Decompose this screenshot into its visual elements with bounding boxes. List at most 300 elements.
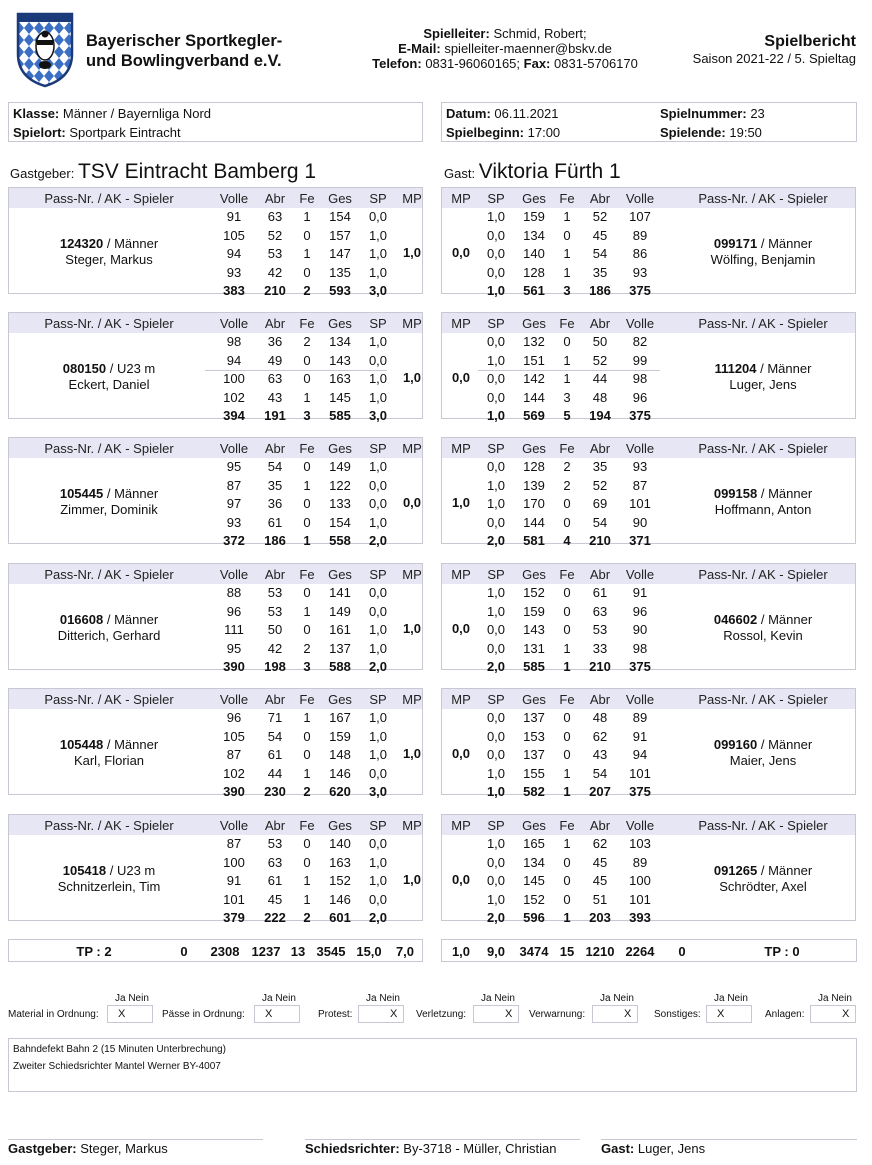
lane-1-volle: 107	[629, 209, 651, 224]
lane-4-sp: 1,0	[368, 389, 388, 405]
lane-2-sp: 1,0	[486, 352, 506, 368]
ende-label: Spielende:	[660, 125, 726, 140]
lane-2-fe: 0	[563, 227, 571, 243]
volle-column-header: Volle	[219, 567, 249, 582]
lane-2-volle: 96	[632, 603, 648, 619]
player-total-sp: 2,0	[368, 533, 388, 548]
lane-3-volle: 94	[632, 747, 648, 762]
lane-2-volle: 87	[632, 477, 648, 493]
player-total-ges: 582	[523, 784, 545, 799]
lane-3-abr: 69	[592, 496, 608, 511]
lane-4-volle: 98	[632, 640, 648, 656]
ges-column-header: Ges	[522, 818, 546, 833]
player-column-header: Pass-Nr. / AK - Spieler	[698, 316, 828, 331]
mp-column-header: MP	[402, 567, 422, 582]
check-box[interactable]	[254, 1005, 300, 1023]
nummer-value: 23	[750, 106, 765, 121]
ges-column-header: Ges	[328, 316, 352, 331]
lane-1-fe: 2	[563, 459, 571, 474]
player-total-fe: 1	[563, 784, 571, 799]
lane-4-ges: 137	[329, 640, 351, 656]
pass-number: 124320	[59, 236, 104, 251]
player-name: Hoffmann, Anton	[714, 502, 812, 517]
fe-column-header: Fe	[559, 692, 575, 707]
player-total-sp: 1,0	[486, 784, 506, 799]
fax-value: 0831-5706170	[554, 56, 638, 71]
player-info	[670, 236, 856, 268]
player-pass-line	[670, 863, 856, 879]
player-column-header: Pass-Nr. / AK - Spieler	[44, 567, 174, 582]
lane-3-abr: 61	[267, 747, 283, 762]
lane-4-sp: 0,0	[368, 891, 388, 907]
phone-label: Telefon:	[372, 56, 422, 71]
lane-3-volle: 90	[632, 622, 648, 637]
remark-line-1: Bahndefekt Bahn 2 (15 Minuten Unterbrechung)	[13, 1044, 226, 1055]
fe-column-header: Fe	[559, 567, 575, 582]
ja-nein-header: Ja Nein	[818, 993, 852, 1004]
lane-1-ges: 167	[329, 710, 351, 725]
match-points: 0,0	[451, 370, 471, 385]
column-header	[9, 564, 422, 584]
lane-2-ges: 163	[329, 854, 351, 870]
check-box[interactable]	[358, 1005, 404, 1023]
lane-3-ges: 145	[523, 873, 545, 888]
lane-3-abr: 53	[592, 622, 608, 637]
column-header	[442, 313, 855, 333]
lane-3-sp: 0,0	[368, 496, 388, 511]
lane-1-volle: 98	[226, 334, 242, 349]
player-info	[670, 737, 856, 769]
lane-1-fe: 1	[563, 209, 571, 224]
lane-4-volle: 101	[629, 765, 651, 781]
lane-3-fe: 0	[303, 496, 311, 511]
lane-1-abr: 50	[592, 334, 608, 349]
lane-4-fe: 1	[563, 765, 571, 781]
match-points: 1,0	[402, 621, 422, 636]
lane-3-fe: 0	[563, 622, 571, 637]
away-sign-value: Luger, Jens	[637, 1141, 706, 1156]
player-name: Steger, Markus	[65, 252, 153, 267]
fe-column-header: Fe	[559, 316, 575, 331]
spielort-label: Spielort:	[13, 125, 66, 140]
lane-2-ges: 159	[329, 728, 351, 744]
lane-2-abr: 52	[592, 477, 608, 493]
lane-3-volle: 98	[632, 371, 648, 386]
lane-2-sp: 1,0	[486, 603, 506, 619]
lane-2-volle: 105	[223, 728, 245, 744]
lane-2-fe: 0	[303, 352, 311, 368]
lane-4-sp: 0,0	[368, 765, 388, 781]
lane-2-abr: 35	[267, 477, 283, 493]
home-match-block	[8, 814, 423, 925]
datum-label: Datum:	[446, 106, 491, 121]
lane-2-volle: 99	[632, 352, 648, 368]
volle-column-header: Volle	[625, 818, 655, 833]
season: Saison 2021-22 / 5. Spieltag	[692, 51, 856, 66]
player-name: Eckert, Daniel	[68, 377, 150, 392]
lane-3-sp: 1,0	[368, 747, 388, 762]
lane-4-fe: 0	[303, 514, 311, 530]
datum-value: 06.11.2021	[494, 106, 559, 121]
lane-4-fe: 1	[563, 640, 571, 656]
lane-1-ges: 165	[523, 836, 545, 851]
lane-1-sp: 0,0	[368, 585, 388, 600]
player-total-fe: 1	[563, 910, 571, 925]
player-column-header: Pass-Nr. / AK - Spieler	[698, 692, 828, 707]
lane-3-fe: 1	[303, 246, 311, 261]
lane-1-volle: 82	[632, 334, 648, 349]
report-title: Spielbericht	[764, 33, 856, 50]
check-mark: X	[118, 1008, 126, 1020]
sp-column-header: SP	[369, 441, 387, 456]
lane-3-ges: 140	[523, 246, 545, 261]
mp-column-header: MP	[402, 191, 422, 206]
player-total-volle: 375	[629, 784, 651, 799]
sp-column-header: SP	[369, 818, 387, 833]
player-total-volle: 379	[223, 910, 245, 925]
ja-nein-header: Ja Nein	[115, 993, 149, 1004]
home-signature	[8, 1139, 263, 1156]
check-label: Pässe in Ordnung:	[162, 1009, 245, 1020]
match-points: 0,0	[451, 746, 471, 761]
lane-1-ges: 149	[329, 459, 351, 474]
lane-1-fe: 0	[563, 585, 571, 600]
player-total-ges: 620	[329, 784, 351, 799]
player-total-ges: 558	[329, 533, 351, 548]
ges-column-header: Ges	[328, 692, 352, 707]
lane-4-sp: 1,0	[486, 891, 506, 907]
volle-column-header: Volle	[219, 441, 249, 456]
lane-1-abr: 54	[267, 459, 283, 474]
home-sign-value: Steger, Markus	[80, 1141, 168, 1156]
lane-1-volle: 91	[226, 209, 242, 224]
home-total-fe: 13	[290, 944, 306, 959]
player-info	[670, 486, 856, 518]
player-total-fe: 3	[303, 408, 311, 423]
player-total-sp: 2,0	[368, 659, 388, 674]
ges-column-header: Ges	[522, 441, 546, 456]
fe-column-header: Fe	[299, 567, 315, 582]
age-class: / Männer	[103, 486, 159, 501]
home-total-abr: 1237	[251, 944, 281, 959]
lane-2-abr: 49	[267, 352, 283, 368]
check-box[interactable]	[592, 1005, 638, 1023]
match-points: 1,0	[402, 370, 422, 385]
player-total-sp: 1,0	[486, 408, 506, 423]
lane-2-ges: 151	[523, 352, 545, 368]
lane-4-abr: 43	[267, 389, 283, 405]
lane-1-volle: 88	[226, 585, 242, 600]
lane-4-volle: 95	[226, 640, 242, 656]
abr-column-header: Abr	[264, 316, 286, 331]
volle-column-header: Volle	[219, 316, 249, 331]
lane-2-fe: 0	[303, 728, 311, 744]
lane-4-volle: 102	[223, 765, 245, 781]
player-total-abr: 194	[589, 408, 611, 423]
player-total-ges: 581	[523, 533, 545, 548]
away-match-block	[441, 688, 856, 799]
home-total-volle: 2308	[210, 944, 240, 959]
lane-1-fe: 0	[563, 710, 571, 725]
lane-4-volle: 93	[226, 514, 242, 530]
lane-2-ges: 122	[329, 477, 351, 493]
player-name: Maier, Jens	[729, 753, 797, 768]
lane-2-volle: 105	[223, 227, 245, 243]
lane-3-abr: 54	[592, 246, 608, 261]
lane-4-fe: 1	[303, 891, 311, 907]
lane-1-volle: 89	[632, 710, 648, 725]
lane-4-fe: 1	[563, 264, 571, 280]
away-total-fe: 15	[559, 944, 575, 959]
age-class: / U23 m	[106, 863, 156, 878]
check-mark: X	[624, 1008, 632, 1020]
home-match-block	[8, 563, 423, 674]
age-class: / Männer	[757, 236, 813, 251]
lane-1-volle: 87	[226, 836, 242, 851]
lane-4-fe: 0	[563, 514, 571, 530]
volle-column-header: Volle	[625, 191, 655, 206]
home-total-ges: 3545	[316, 944, 346, 959]
ges-column-header: Ges	[522, 692, 546, 707]
ges-column-header: Ges	[522, 316, 546, 331]
lane-1-sp: 0,0	[368, 209, 388, 224]
sp-column-header: SP	[487, 692, 505, 707]
mp-column-header: MP	[451, 316, 471, 331]
abr-column-header: Abr	[589, 441, 611, 456]
lane-3-sp: 0,0	[486, 873, 506, 888]
pass-number: 016608	[59, 612, 104, 627]
abr-column-header: Abr	[589, 818, 611, 833]
lane-4-abr: 48	[592, 389, 608, 405]
lane-4-abr: 45	[267, 891, 283, 907]
pass-number: 080150	[62, 361, 107, 376]
fe-column-header: Fe	[299, 692, 315, 707]
lane-3-abr: 36	[267, 496, 283, 511]
lane-3-volle: 94	[226, 246, 242, 261]
lane-4-abr: 54	[592, 765, 608, 781]
lane-3-ges: 133	[329, 496, 351, 511]
fe-column-header: Fe	[299, 191, 315, 206]
abr-column-header: Abr	[589, 567, 611, 582]
lane-2-ges: 134	[523, 227, 545, 243]
abr-column-header: Abr	[589, 316, 611, 331]
check-label: Verwarnung:	[529, 1009, 586, 1020]
lane-1-ges: 152	[523, 585, 545, 600]
lane-4-sp: 1,0	[368, 264, 388, 280]
report-title-block	[693, 33, 856, 67]
player-total-sp: 3,0	[368, 784, 388, 799]
away-tp: TP : 0	[764, 944, 800, 959]
lane-2-abr: 53	[267, 603, 283, 619]
check-box[interactable]	[107, 1005, 153, 1023]
column-header	[442, 438, 855, 458]
player-column-header: Pass-Nr. / AK - Spieler	[698, 191, 828, 206]
lane-3-sp: 1,0	[368, 246, 388, 261]
lane-3-sp: 1,0	[486, 496, 506, 511]
lane-2-ges: 153	[523, 728, 545, 744]
home-total-sp: 15,0	[356, 944, 382, 959]
home-team-header	[10, 160, 316, 184]
player-total-abr: 203	[589, 910, 611, 925]
player-total-fe: 2	[303, 784, 311, 799]
check-label: Anlagen:	[765, 1009, 805, 1020]
lane-3-abr: 61	[267, 873, 283, 888]
player-total-fe: 5	[563, 408, 571, 423]
lane-2-fe: 0	[563, 728, 571, 744]
lane-4-ges: 145	[329, 389, 351, 405]
away-team-label: Gast:	[444, 166, 476, 181]
home-totals-row	[8, 939, 423, 962]
ja-nein-header: Ja Nein	[481, 993, 515, 1004]
check-box[interactable]	[706, 1005, 752, 1023]
lane-3-abr: 63	[267, 371, 283, 386]
lane-4-ges: 144	[523, 389, 545, 405]
ges-column-header: Ges	[328, 567, 352, 582]
lane-2-sp: 1,0	[368, 227, 388, 243]
player-column-header: Pass-Nr. / AK - Spieler	[44, 818, 174, 833]
ja-nein-header: Ja Nein	[262, 993, 296, 1004]
player-pass-line	[9, 236, 209, 252]
sp-column-header: SP	[369, 191, 387, 206]
volle-column-header: Volle	[625, 567, 655, 582]
lane-2-sp: 0,0	[368, 352, 388, 368]
lane-2-ges: 159	[523, 603, 545, 619]
lane-3-ges: 143	[523, 622, 545, 637]
pass-number: 105445	[59, 486, 104, 501]
player-total-fe: 2	[303, 283, 311, 298]
age-class: / Männer	[757, 612, 813, 627]
lane-1-sp: 0,0	[486, 459, 506, 474]
home-match-block	[8, 312, 423, 423]
lane-4-abr: 54	[592, 514, 608, 530]
player-total-abr: 191	[264, 408, 286, 423]
lane-1-sp: 0,0	[486, 710, 506, 725]
ges-column-header: Ges	[328, 191, 352, 206]
player-total-ges: 569	[523, 408, 545, 423]
lane-3-sp: 0,0	[486, 371, 506, 386]
sp-column-header: SP	[369, 692, 387, 707]
check-box[interactable]	[473, 1005, 519, 1023]
check-mark: X	[842, 1008, 850, 1020]
beginn-label: Spielbeginn:	[446, 125, 524, 140]
player-total-volle: 375	[629, 283, 651, 298]
lane-4-fe: 3	[563, 389, 571, 405]
player-total-fe: 4	[563, 533, 571, 548]
lane-1-volle: 91	[632, 585, 648, 600]
away-total-sp: 9,0	[486, 944, 506, 959]
ges-column-header: Ges	[328, 818, 352, 833]
volle-column-header: Volle	[625, 441, 655, 456]
ges-column-header: Ges	[328, 441, 352, 456]
fe-column-header: Fe	[299, 316, 315, 331]
match-points: 0,0	[451, 872, 471, 887]
player-total-abr: 222	[264, 910, 286, 925]
lane-1-abr: 61	[592, 585, 608, 600]
fe-column-header: Fe	[559, 818, 575, 833]
home-total-zero: 0	[180, 944, 188, 959]
player-total-abr: 186	[264, 533, 286, 548]
player-total-fe: 3	[303, 659, 311, 674]
player-total-ges: 588	[329, 659, 351, 674]
check-label: Verletzung:	[416, 1009, 467, 1020]
column-header	[9, 815, 422, 835]
player-total-sp: 3,0	[368, 283, 388, 298]
lane-1-ges: 132	[523, 334, 545, 349]
lane-1-fe: 0	[303, 459, 311, 474]
lane-3-fe: 0	[303, 747, 311, 762]
column-header	[442, 188, 855, 208]
player-total-ges: 561	[523, 283, 545, 298]
lane-1-abr: 63	[267, 209, 283, 224]
away-total-volle: 2264	[625, 944, 655, 959]
lane-3-ges: 147	[329, 246, 351, 261]
lane-2-sp: 0,0	[486, 728, 506, 744]
lane-1-fe: 0	[563, 334, 571, 349]
lane-4-abr: 44	[267, 765, 283, 781]
lane-1-abr: 35	[592, 459, 608, 474]
player-info	[9, 612, 209, 644]
player-pass-line	[670, 612, 856, 628]
lane-2-volle: 91	[632, 728, 648, 744]
player-info	[670, 361, 856, 393]
leader-value: Schmid, Robert;	[493, 26, 587, 41]
home-match-block	[8, 437, 423, 548]
player-total-fe: 3	[563, 283, 571, 298]
player-total-volle: 390	[223, 784, 245, 799]
home-sign-label: Gastgeber:	[8, 1141, 77, 1156]
lane-2-fe: 2	[563, 477, 571, 493]
lane-2-abr: 63	[267, 854, 283, 870]
lane-2-sp: 0,0	[486, 227, 506, 243]
lane-3-sp: 0,0	[486, 747, 506, 762]
bskv-logo	[14, 10, 76, 88]
lane-2-abr: 63	[592, 603, 608, 619]
mp-column-header: MP	[451, 818, 471, 833]
row-separator	[478, 370, 660, 371]
player-total-abr: 210	[589, 659, 611, 674]
lane-2-ges: 134	[523, 854, 545, 870]
age-class: / Männer	[757, 486, 813, 501]
lane-3-ges: 152	[329, 873, 351, 888]
player-column-header: Pass-Nr. / AK - Spieler	[44, 316, 174, 331]
lane-4-abr: 51	[592, 891, 608, 907]
pass-number: 046602	[713, 612, 758, 627]
check-mark: X	[505, 1008, 513, 1020]
away-totals-row	[441, 939, 857, 962]
volle-column-header: Volle	[625, 692, 655, 707]
lane-3-ges: 170	[523, 496, 545, 511]
ende-value: 19:50	[729, 125, 762, 140]
lane-1-volle: 103	[629, 836, 651, 851]
nummer-label: Spielnummer:	[660, 106, 747, 121]
lane-2-abr: 52	[592, 352, 608, 368]
player-total-volle: 375	[629, 659, 651, 674]
abr-column-header: Abr	[264, 692, 286, 707]
check-box[interactable]	[810, 1005, 856, 1023]
lane-1-sp: 1,0	[368, 710, 388, 725]
away-match-block	[441, 563, 856, 674]
player-column-header: Pass-Nr. / AK - Spieler	[44, 441, 174, 456]
lane-3-fe: 0	[303, 622, 311, 637]
lane-2-ges: 143	[329, 352, 351, 368]
player-name: Wölfing, Benjamin	[710, 252, 816, 267]
player-pass-line	[9, 361, 209, 377]
lane-1-fe: 1	[303, 710, 311, 725]
lane-1-ges: 137	[523, 710, 545, 725]
fax-label: Fax:	[523, 56, 551, 71]
player-total-sp: 2,0	[368, 910, 388, 925]
lane-4-sp: 0,0	[486, 514, 506, 530]
